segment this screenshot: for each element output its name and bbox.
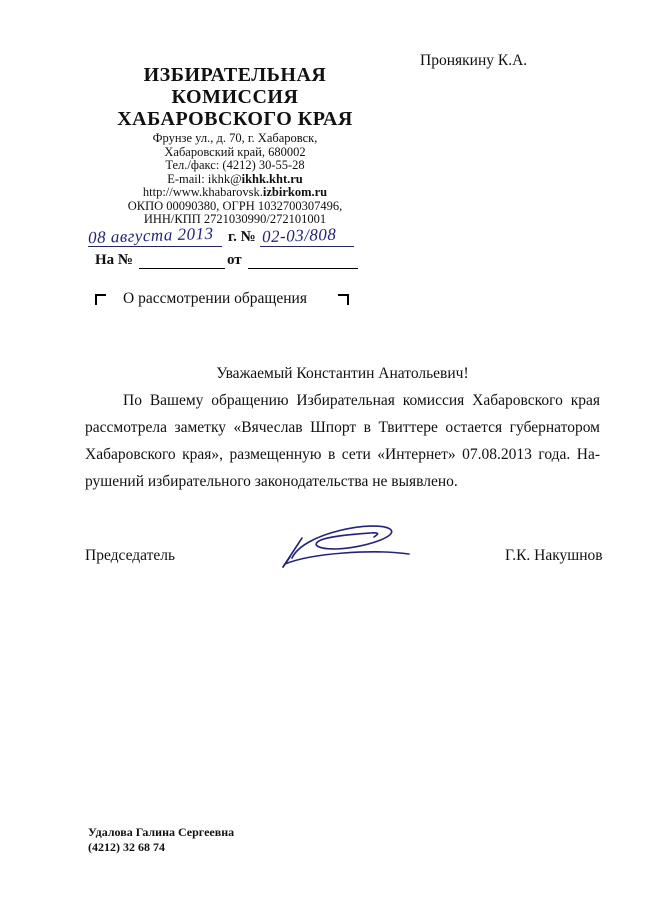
handwritten-number: 02-03/808 [261,224,337,247]
corner-mark-left [95,294,106,305]
subject-line: О рассмотрении обращения [123,290,307,307]
handwritten-date: 08 августа 2013 [87,223,214,248]
incoming-from-label: от [227,252,242,268]
corner-mark-right [338,294,349,305]
reference-line-incoming [95,252,358,269]
handwritten-signature [278,518,418,576]
executor-phone: (4212) 32 68 74 [88,839,165,854]
paragraph-line: Хабаровского края», размещенную в сети «Интернет» 07.08.2013 года. На- [85,446,600,463]
incoming-date-blank [248,253,358,269]
incoming-number-blank [139,253,225,269]
salutation: Уважаемый Константин Анатольевич! [216,365,469,382]
letterhead-inn-kpp: ИНН/КПП 2721030990/272101001 [143,212,327,226]
letterhead-title [70,64,400,130]
addressee: Пронякину К.А. [420,52,528,69]
incoming-number-label: На № [95,252,133,268]
letterhead-title-line2: КОМИССИЯ [171,86,299,108]
letterhead-website: http://www.khabarovsk.izbirkom.ru [142,185,328,199]
executor-name: Удалова Галина Сергеевна [88,825,235,839]
executor-block [88,825,234,854]
letterhead-phone: Тел./факс: (4212) 30-55-28 [165,158,305,172]
signer-name: Г.К. Накушнов [505,547,603,564]
letterhead-email: E-mail: ikhk@ikhk.kht.ru [167,171,303,186]
signer-position: Председатель [85,547,176,564]
letter-body [85,360,600,495]
letterhead-title-line1: ИЗБИРАТЕЛЬНАЯ [143,64,327,86]
paragraph-line: рассмотрела заметку «Вячеслав Шпорт в Твиттере остается губернатором [85,419,600,436]
paragraph-line: рушений избирательного законодательства не выявлено. [85,473,458,490]
letterhead-address-line2: Хабаровский край, 680002 [164,144,306,159]
letterhead-address-line1: Фрунзе ул., д. 70, г. Хабаровск, [152,131,318,145]
paragraph-line: По Вашему обращению Избирательная комиссия Хабаровского края [123,392,600,409]
handwritten-number-field [260,226,354,247]
letterhead [70,64,400,227]
handwritten-date-field [87,223,222,248]
letterhead-okpo-ogrn: ОКПО 00090380, ОГРН 1032700307496, [127,198,343,213]
reference-line-date [87,223,354,248]
letterhead-title-line3: ХАБАРОВСКОГО КРАЯ [117,108,353,130]
date-suffix-label: г. № [228,229,256,245]
letterhead-details [70,132,400,227]
